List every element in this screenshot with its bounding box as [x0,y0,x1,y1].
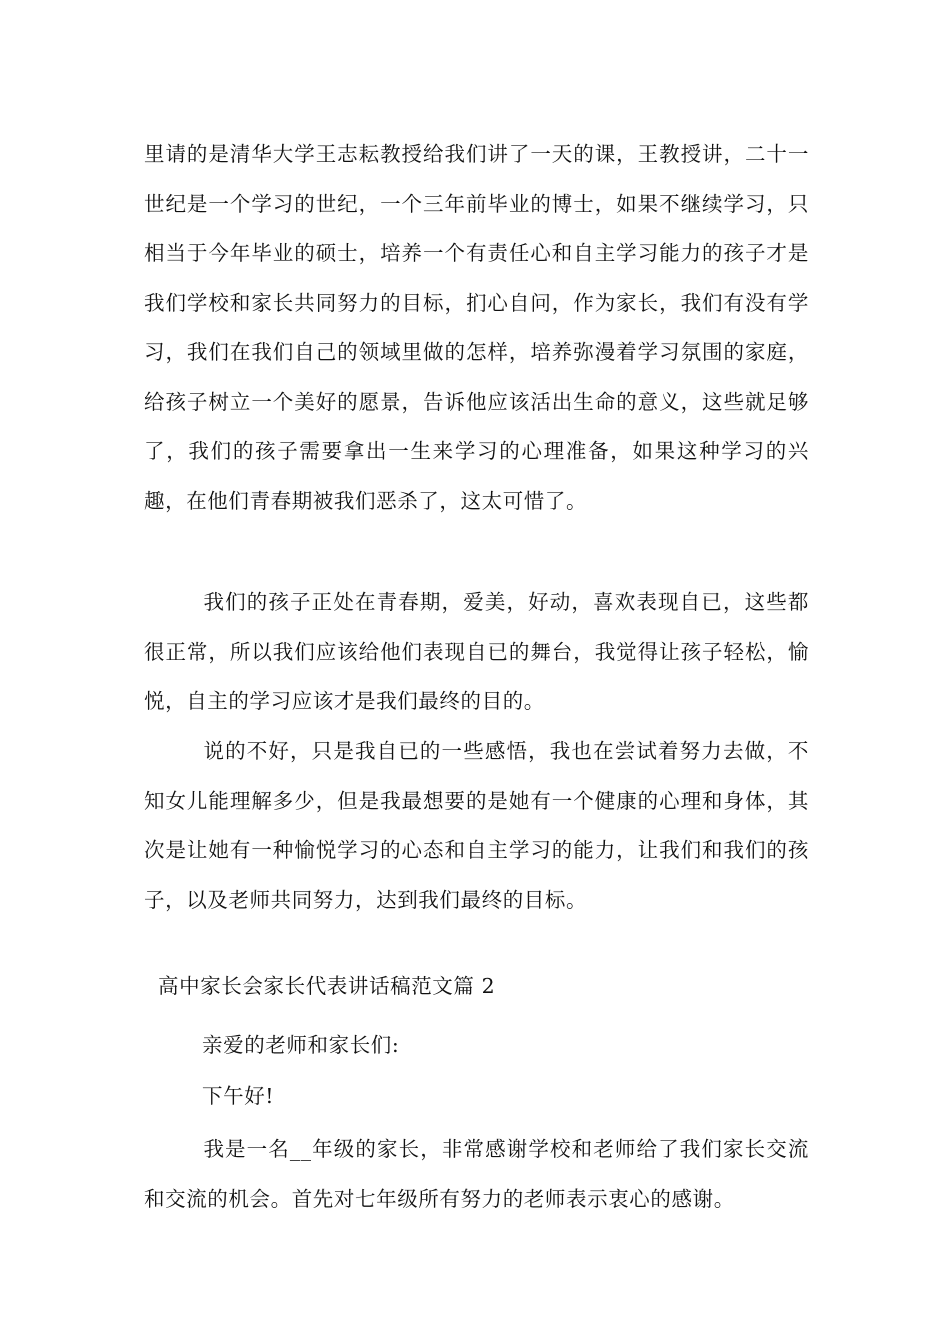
paragraph-adolescence [144,578,809,727]
paragraph-text: 我们的孩子正处在青春期，爱美，好动，喜欢表现自已，这些都很正常，所以我们应该给他们表现自已的舞台，我觉得让孩子轻松，愉悦，自主的学习应该才是我们最终的目的。 [144,590,809,713]
paragraph-introduction [144,1125,809,1224]
section-heading: 高中家长会家长代表讲话稿范文篇 2 [158,974,496,998]
paragraph-reflection [144,727,809,925]
paragraph-text: 里请的是清华大学王志耘教授给我们讲了一天的课，王教授讲，二十一世纪是一个学习的世纪，一个三年前毕业的博士，如果不继续学习，只相当于今年毕业的硕士，培养一个有责任心和自主学习能力的孩子才是我们学校和家长共同努力的目标，扪心自问，作为家长，我们有没有学习，我们在我们自己的领域里做的怎样，培养弥漫着学习氛围的家庭，给孩子树立一个美好的愿景，告诉他应该活出生命的意义，这些就足够了，我们的孩子需要拿出一生来学习的心理准备，如果这种学习的兴趣，在他们青春期被我们恶杀了，这太可惜了。 [144,142,809,513]
greeting-line: 下午好! [202,1084,275,1108]
paragraph-text: 说的不好，只是我自已的一些感悟，我也在尝试着努力去做，不知女儿能理解多少，但是我最想要的是她有一个健康的心理和身体，其次是让她有一种愉悦学习的心态和自主学习的能力，让我们和我们的孩子，以及老师共同努力，达到我们最终的目标。 [144,739,809,912]
paragraph-continued [144,130,809,526]
salutation-line: 亲爱的老师和家长们: [202,1033,400,1057]
paragraph-text: 我是一名__年级的家长，非常感谢学校和老师给了我们家长交流和交流的机会。首先对七年级所有努力的老师表示衷心的感谢。 [144,1137,809,1211]
